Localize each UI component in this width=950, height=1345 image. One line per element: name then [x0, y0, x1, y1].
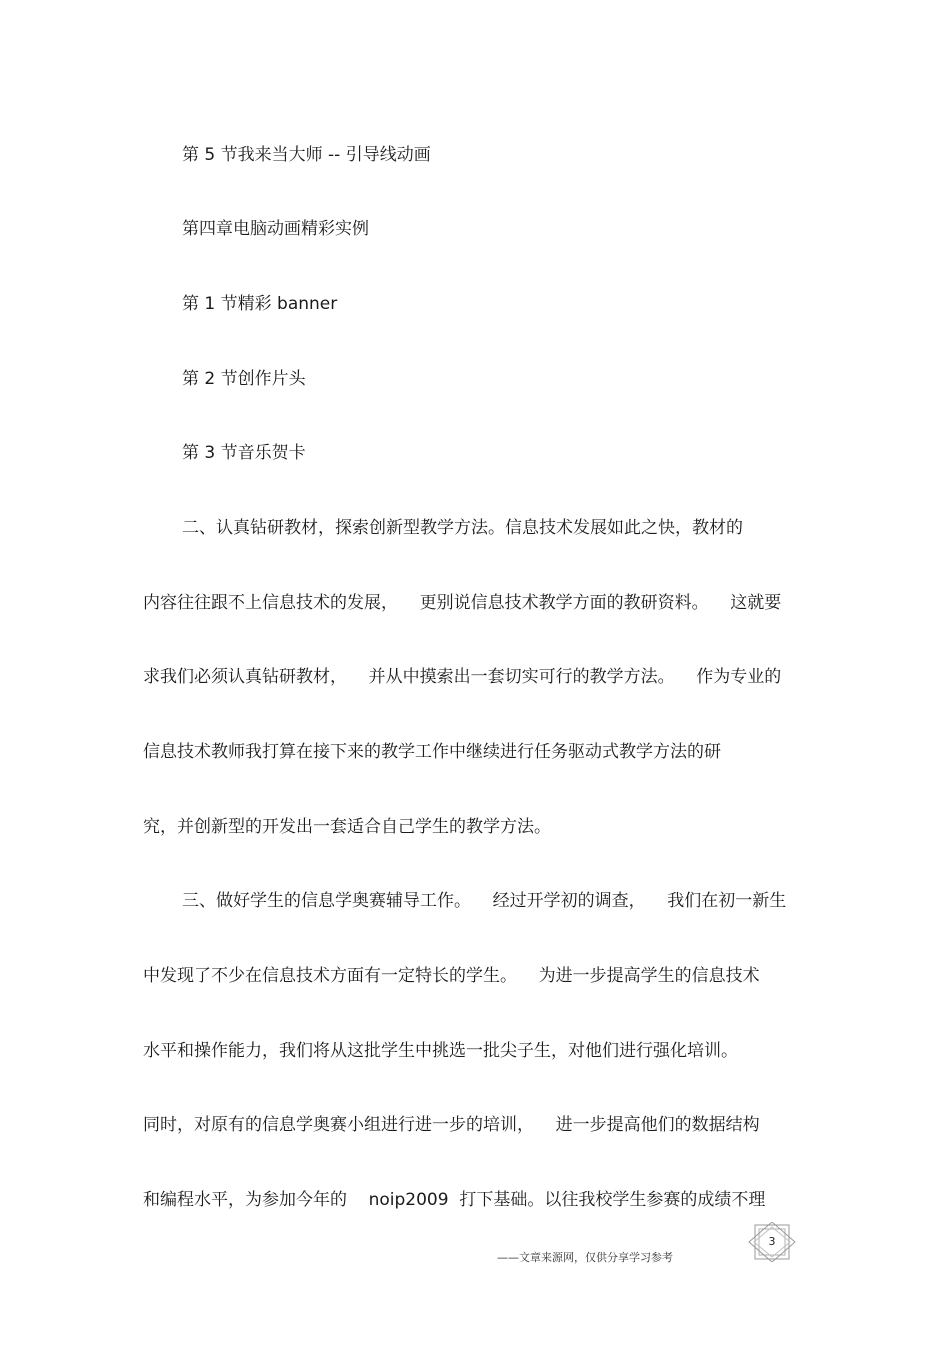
toc-line-section-1: 第 1 节精彩 banner [182, 294, 338, 314]
toc-line-section-2: 第 2 节创作片头 [182, 369, 306, 389]
toc-line-section-5: 第 5 节我来当大师 -- 引导线动画 [182, 145, 431, 165]
footer-source-note: ——文章来源网，仅供分享学习参考 [497, 1251, 673, 1264]
page-number: 3 [768, 1235, 776, 1248]
paragraph-3-line-4: 同时，对原有的信息学奥赛小组进行进一步的培训， 进一步提高他们的数据结构 [143, 1115, 760, 1135]
paragraph-2-line-1: 二、认真钻研教材，探索创新型教学方法。信息技术发展如此之快，教材的 [182, 518, 743, 538]
page-number-badge [748, 1222, 796, 1262]
paragraph-2-line-3: 求我们必须认真钻研教材， 并从中摸索出一套切实可行的教学方法。 作为专业的 [143, 667, 782, 687]
paragraph-3-line-5: 和编程水平，为参加今年的 noip2009 打下基础。以往我校学生参赛的成绩不理 [143, 1190, 766, 1210]
paragraph-3-line-2: 中发现了不少在信息技术方面有一定特长的学生。 为进一步提高学生的信息技术 [143, 966, 760, 986]
toc-line-chapter-4: 第四章电脑动画精彩实例 [182, 219, 369, 239]
paragraph-2-line-4: 信息技术教师我打算在接下来的教学工作中继续进行任务驱动式教学方法的研 [143, 742, 721, 762]
paragraph-2-line-2: 内容往往跟不上信息技术的发展， 更别说信息技术教学方面的教研资料。 这就要 [143, 593, 782, 613]
toc-line-section-3: 第 3 节音乐贺卡 [182, 443, 306, 463]
paragraph-2-line-5: 究，并创新型的开发出一套适合自己学生的教学方法。 [143, 817, 551, 837]
paragraph-3-line-1: 三、做好学生的信息学奥赛辅导工作。 经过开学初的调查， 我们在初一新生 [182, 891, 787, 911]
paragraph-3-line-3: 水平和操作能力，我们将从这批学生中挑选一批尖子生，对他们进行强化培训。 [143, 1041, 738, 1061]
